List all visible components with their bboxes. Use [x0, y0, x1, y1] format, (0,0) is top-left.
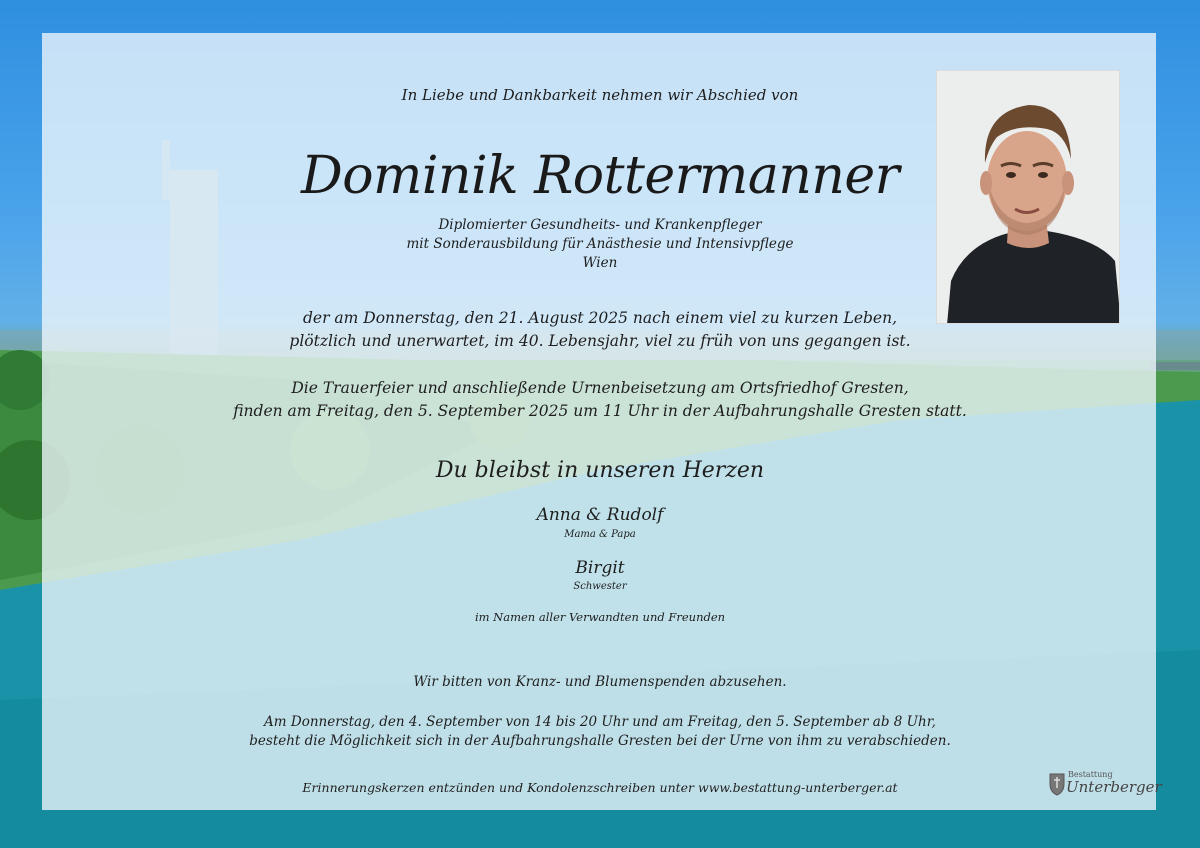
condolence-note: Erinnerungskerzen entzünden und Kondolenzschreiben unter www.bestattung-unterberger.at — [302, 780, 898, 795]
mourner-name: Anna & Rudolf — [536, 505, 664, 525]
profession-line: Diplomierter Gesundheits- und Krankenpfleger — [438, 217, 762, 233]
relatives-line: im Namen aller Verwandten und Freunden — [474, 610, 726, 624]
viewing-notice-line: besteht die Möglichkeit sich in der Aufbahrungshalle Gresten bei der Urne von ihm zu verabschieden. — [249, 733, 951, 749]
logo-text-small: Bestattung — [1068, 770, 1113, 779]
portrait-illustration — [937, 71, 1120, 324]
logo-text-big: Unterberger — [1066, 778, 1162, 796]
flowers-note: Wir bitten von Kranz- und Blumenspenden abzusehen. — [413, 674, 787, 690]
portrait-photo — [936, 70, 1120, 324]
viewing-notice — [0, 713, 1200, 751]
funeral-notice — [0, 377, 1200, 423]
intro-text: In Liebe und Dankbarkeit nehmen wir Abschied von — [401, 86, 799, 104]
funeral-notice-line: finden am Freitag, den 5. September 2025 um 11 Uhr in der Aufbahrungshalle Gresten statt. — [233, 402, 967, 420]
death-notice-line: plötzlich und unerwartet, im 40. Lebensjahr, viel zu früh von uns gegangen ist. — [289, 332, 911, 350]
crest-icon — [1048, 770, 1066, 796]
funeral-home-logo — [1046, 766, 1162, 800]
mourner-relation: Schwester — [573, 581, 627, 592]
mourner-name: Birgit — [575, 558, 625, 578]
profession-line: Wien — [582, 255, 618, 271]
viewing-notice-line: Am Donnerstag, den 4. September von 14 bis 20 Uhr und am Freitag, den 5. September ab 8 Uhr, — [264, 714, 936, 730]
motto: Du bleibst in unseren Herzen — [435, 458, 765, 483]
deceased-name: Dominik Rottermanner — [301, 146, 899, 206]
profession-line: mit Sonderausbildung für Anästhesie und Intensivpflege — [406, 236, 794, 252]
death-notice-line: der am Donnerstag, den 21. August 2025 nach einem viel zu kurzen Leben, — [302, 309, 898, 327]
funeral-notice-line: Die Trauerfeier und anschließende Urnenbeisetzung am Ortsfriedhof Gresten, — [291, 379, 909, 397]
mourner-relation: Mama & Papa — [564, 529, 636, 540]
